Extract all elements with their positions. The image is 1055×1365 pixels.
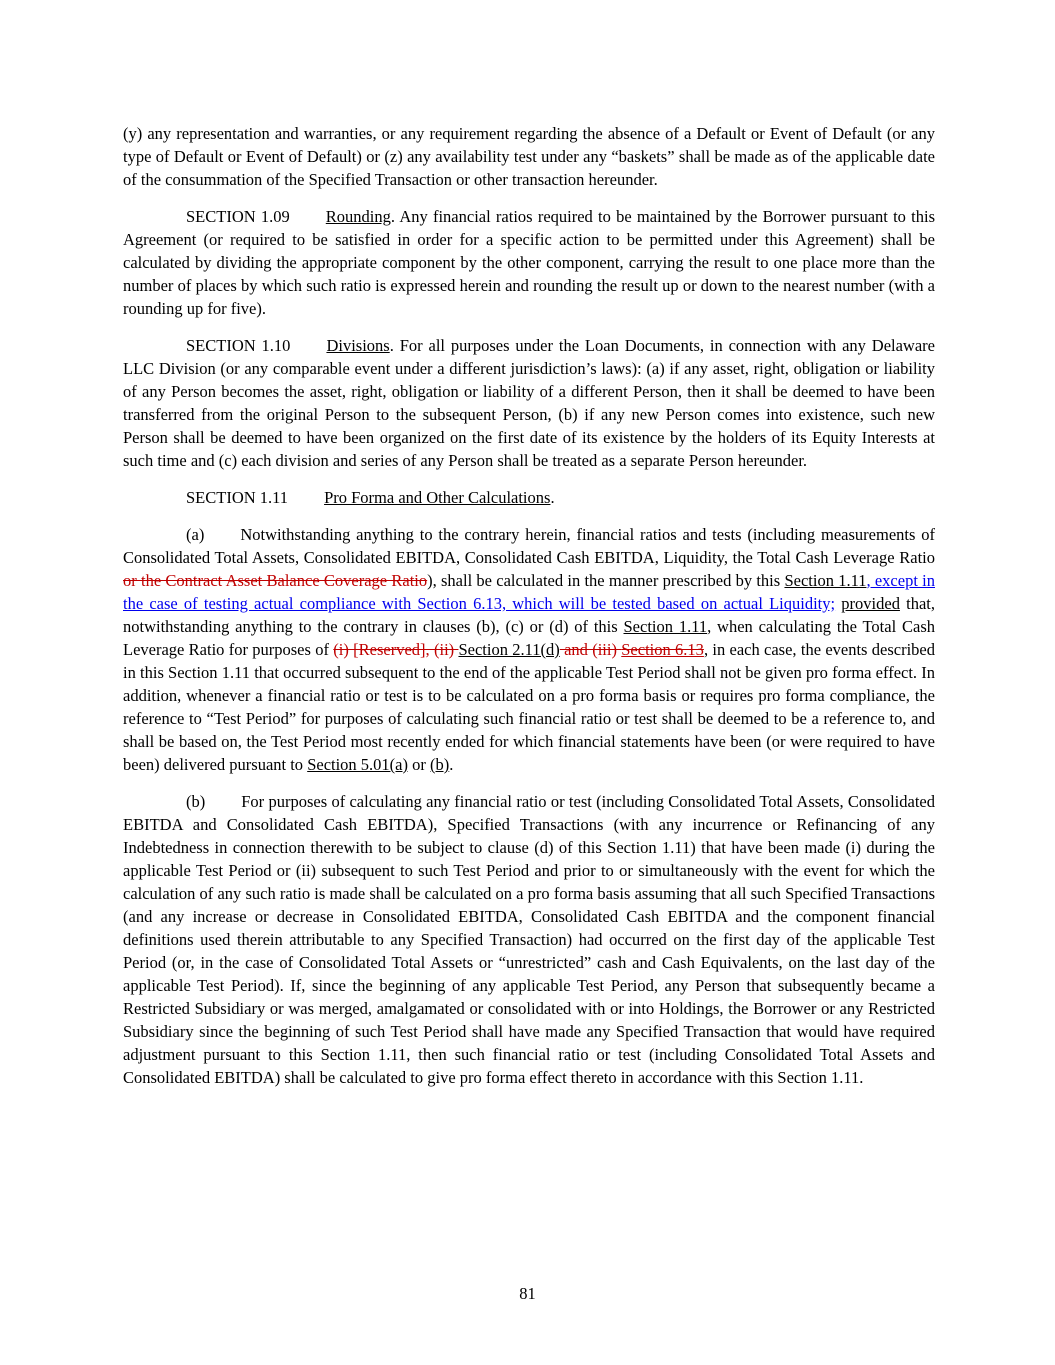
text-run: Divisions	[326, 336, 390, 355]
document-content	[123, 122, 935, 1103]
section-1-10-divisions	[123, 334, 935, 472]
text-run: Rounding	[325, 207, 391, 226]
text-run: , when calculating the Total Cash Leverage Ratio for purposes of	[123, 617, 935, 659]
text-run: or	[408, 755, 430, 774]
text-run: For purposes of calculating any financial ratio or test (including Consolidated Total Assets, Consolidated EBITDA and Consolidated Cash EBITDA), Specified Transactions (with any incurrence or Refinancing of any Indebtedness in connection therewith to be subject to clause (d) of this Section 1.11) that have been made (i) during the applicable Test Period or (ii) subsequent to such Test Period and prior to or simultaneously with the event for which the calculation of any such ratio is made shall be calculated on a pro forma basis assuming that all such Specified Transactions (and any increase or decrease in Consolidated EBITDA, Consolidated Cash EBITDA and the component financial definitions used therein attributable to any Specified Transaction) had occurred on the first day of the applicable Test Period (or, in the case of Consolidated Total Assets or “unrestricted” cash and Cash Equivalents, on the last day of the applicable Test Period). If, since the beginning of any applicable Test Period, any Person that subsequently became a Restricted Subsidiary or was merged, amalgamated or consolidated with or into Holdings, the Borrower or any Restricted Subsidiary since the beginning of such Test Period shall have made any Specified Transaction that would have required adjustment pursuant to this Section 1.11, then such financial ratio or test (including Consolidated Total Assets and Consolidated EBITDA) shall be calculated to give pro forma effect thereto in accordance with this Section 1.11.	[123, 792, 935, 1087]
continuation-paragraph	[123, 122, 935, 191]
text-run: , except in the case of testing actual compliance with Section 6.13, which will be tested based on actual Liquidity;	[123, 571, 935, 613]
clause-a	[123, 523, 935, 776]
text-run: (a)	[186, 525, 205, 544]
text-run: Notwithstanding anything to the contrary herein, financial ratios and tests (including measurements of Consolidated Total Assets, Consolidated EBITDA, Consolidated Cash EBITDA, Liquidity, the Total Cash Leverage Ratio	[123, 525, 935, 567]
text-run: SECTION 1.11	[186, 488, 289, 507]
text-run: SECTION 1.10	[186, 336, 291, 355]
text-run: Section 1.11	[784, 571, 867, 590]
text-run: ), shall be calculated in the manner prescribed by this	[427, 571, 785, 590]
text-run: (b)	[186, 792, 206, 811]
text-run: Section 2.11(d)	[458, 640, 560, 659]
text-run: Section 6.13	[621, 640, 704, 659]
text-run: Section 5.01(a)	[307, 755, 408, 774]
text-run: provided	[841, 594, 900, 613]
text-run: , in each case, the events described in this Section 1.11 that occurred subsequent to the end of the applicable Test Period shall not be given pro forma effect. In addition, whenever a financial ratio or test is to be calculated on a pro forma basis or requires pro forma compliance, the reference to “Test Period” for purposes of calculating such financial ratio or test shall be deemed to be a reference to, and shall be based on, the Test Period most recently ended for which financial statements have been (or were required to have been) delivered pursuant to	[123, 640, 935, 774]
page-number: 81	[519, 1284, 536, 1303]
text-run: . Any financial ratios required to be maintained by the Borrower pursuant to this Agreement (or required to be satisfied in order for a specific action to be permitted under this Agreement) shall be calculated by dividing the appropriate component by the other component, carrying the result to one place more than the number of places by which such ratio is expressed herein and rounding the result up or down to the nearest number (with a rounding up for five).	[123, 207, 935, 318]
text-run: Section 1.11	[623, 617, 708, 636]
text-run: (i) [Reserved], (ii)	[333, 640, 459, 659]
text-run: or the Contract Asset Balance Coverage Ratio	[123, 571, 428, 590]
section-1-11-heading	[123, 486, 935, 509]
clause-b	[123, 790, 935, 1089]
text-run: .	[449, 755, 454, 774]
section-1-09-rounding	[123, 205, 935, 320]
text-run: .	[550, 488, 555, 507]
text-run: that, notwithstanding anything to the contrary in clauses (b), (c) or (d) of this	[123, 594, 936, 636]
text-run: and (iii)	[559, 640, 622, 659]
text-run: . For all purposes under the Loan Documents, in connection with any Delaware LLC Division (or any comparable event under a different jurisdiction’s laws): (a) if any asset, right, obligation or liability of any Person becomes the asset, right, obligation or liability of a different Person, then it shall be deemed to have been transferred from the original Person to the subsequent Person, (b) if any new Person comes into existence, such new Person shall be deemed to have been organized on the first date of its existence by the holders of its Equity Interests at such time and (c) each division and series of any Person shall be treated as a separate Person hereunder.	[123, 336, 935, 470]
text-run: Pro Forma and Other Calculations	[324, 488, 551, 507]
text-run: (b)	[430, 755, 450, 774]
text-run: SECTION 1.09	[186, 207, 290, 226]
text-run: (y) any representation and warranties, or any requirement regarding the absence of a Default or Event of Default (or any type of Default or Event of Default) or (z) any availability test under any “baskets” shall be made as of the applicable date of the consummation of the Specified Transaction or other transaction hereunder.	[123, 124, 935, 189]
